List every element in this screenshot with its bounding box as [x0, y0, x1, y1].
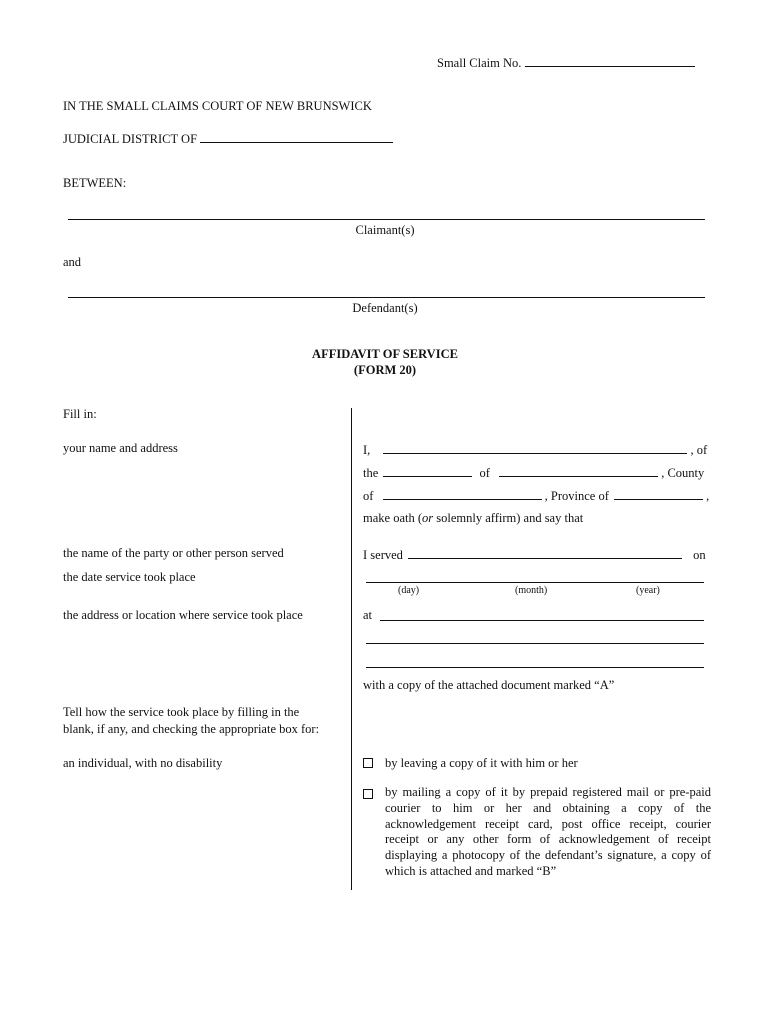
column-divider [351, 408, 352, 890]
form-title: AFFIDAVIT OF SERVICE [312, 347, 458, 361]
service-address-line-3[interactable] [366, 667, 704, 668]
form-number: (FORM 20) [353, 363, 417, 377]
province-label: , Province of [544, 489, 609, 503]
of-label-2: of [363, 489, 374, 503]
judicial-district-field[interactable] [200, 131, 393, 143]
service-address-line-2[interactable] [366, 643, 704, 644]
party-served-instruction: the name of the party or other person served [63, 546, 284, 560]
option-leaving-checkbox[interactable] [363, 758, 373, 768]
province-field[interactable] [614, 488, 703, 500]
tell-how-instruction-1: Tell how the service took place by filling in the [63, 705, 300, 719]
deponent-name-field[interactable] [383, 442, 687, 454]
defendant-label: Defendant(s) [352, 301, 418, 315]
claim-number-field[interactable] [525, 55, 695, 67]
claim-number-label: Small Claim No. [437, 56, 522, 70]
defendant-line[interactable] [68, 297, 705, 298]
served-row [363, 547, 706, 562]
the-label: the [363, 466, 379, 480]
option-mailing-checkbox[interactable] [363, 789, 373, 799]
individual-label: an individual, with no disability [63, 756, 223, 770]
oath-text-1: make oath ( [363, 511, 423, 525]
county-province-row [363, 488, 709, 503]
name-address-instruction: your name and address [63, 441, 178, 455]
fill-in-label: Fill in: [63, 407, 97, 421]
option-leaving-label: by leaving a copy of it with him or her [385, 756, 578, 770]
oath-text-2: solemnly affirm) and say that [433, 511, 584, 525]
attached-document-text: with a copy of the attached document marked “A” [363, 678, 615, 692]
service-date-line[interactable] [366, 582, 704, 583]
at-label: at [363, 608, 373, 622]
deponent-name-row [363, 442, 707, 457]
address-service-instruction: the address or location where service took place [63, 608, 303, 622]
day-caption: (day) [398, 585, 420, 596]
place-type-field[interactable] [383, 465, 472, 477]
oath-or: or [422, 511, 434, 525]
year-caption: (year) [636, 585, 660, 596]
service-address-line-1[interactable] [380, 620, 704, 621]
county-field[interactable] [383, 488, 542, 500]
date-service-instruction: the date service took place [63, 570, 196, 584]
month-caption: (month) [515, 585, 548, 596]
option-mailing-label: by mailing a copy of it by prepaid registered mail or pre-paid courier to him or her and obtaining a copy of the acknowledgement receipt card, post office receipt, courier receipt or any other form of acknowledgement of receipt displaying a photocopy of the defendant’s signature, a copy of which is attached and marked “B” [385, 785, 711, 878]
judicial-district-row [63, 131, 393, 146]
i-served-label: I served [363, 548, 403, 562]
claim-number-row [437, 55, 695, 70]
person-served-field[interactable] [408, 547, 682, 559]
court-title: IN THE SMALL CLAIMS COURT OF NEW BRUNSWICK [63, 99, 372, 113]
judicial-district-label: JUDICIAL DISTRICT OF [63, 132, 198, 146]
claimant-line[interactable] [68, 219, 705, 220]
of-label: of [479, 466, 490, 480]
county-label: , County [661, 466, 705, 480]
and-label: and [63, 255, 82, 269]
of-suffix: , of [690, 443, 708, 457]
oath-statement [363, 512, 583, 525]
option-mailing-checkbox-wrap [363, 789, 373, 802]
comma-label: , [706, 489, 710, 503]
on-label: on [693, 548, 706, 562]
i-prefix: I, [363, 443, 371, 457]
between-label: BETWEEN: [63, 176, 127, 190]
place-name-field[interactable] [499, 465, 658, 477]
location-row [363, 465, 704, 480]
claimant-label: Claimant(s) [355, 223, 415, 237]
option-leaving-checkbox-wrap [363, 758, 373, 771]
tell-how-instruction-2: blank, if any, and checking the appropriate box for: [63, 722, 320, 736]
